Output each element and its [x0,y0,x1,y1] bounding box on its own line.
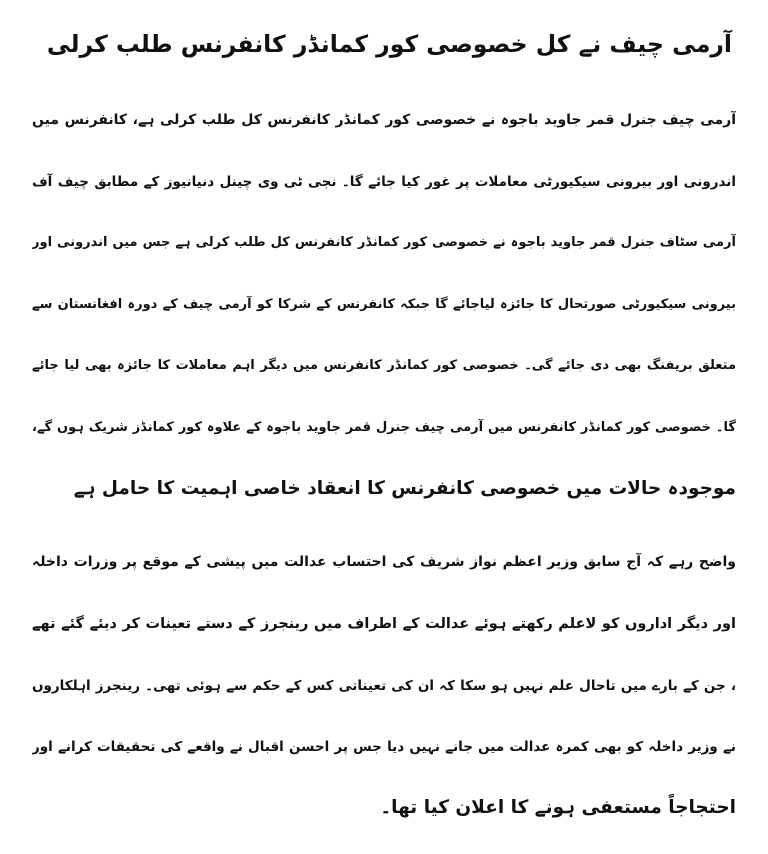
paragraph-line: احتجاجاً مستعفی ہونے کا اعلان کیا تھا۔ [380,797,736,818]
paragraph-line: ، جن کے بارے میں تاحال علم نہیں ہو سکا کہ ان کی تعیناتی کس کے حکم سے ہوئی تھی۔ رینجرز اہلکاروں [32,678,736,694]
paragraph-line: متعلق بریفنگ بھی دی جائے گی۔ خصوصی کور کمانڈر کانفرنس میں دیگر اہم معاملات کا جائزہ بھی لیا جائے [32,358,736,373]
paragraph-line: آرمی سٹاف جنرل قمر جاوید باجوہ نے خصوصی کور کمانڈر کانفرنس کل طلب کرلی ہے جس میں اندرونی اور [32,235,736,250]
paragraph-line: آرمی چیف جنرل قمر جاوید باجوہ نے خصوصی کور کمانڈر کانفرنس کل طلب کرلی ہے، کانفرنس میں [32,112,736,128]
paragraph-line: اور دیگر اداروں کو لاعلم رکھتے ہوئے عدالت کے اطراف میں رینجرز کے دستے تعینات کر دیئے گئے تھے [32,616,736,632]
paragraph-line: اندرونی اور بیرونی سیکیورٹی معاملات پر غور کیا جائے گا۔ نجی ٹی وی چینل دنیانیوز کے مطابق چیف آف [32,174,736,190]
paragraph-line: گا۔ خصوصی کور کمانڈر کانفرنس میں آرمی چیف جنرل قمر جاوید باجوہ کے علاوہ کور کمانڈز شریک ہوں گے، [32,420,736,435]
paragraph-line: واضح رہے کہ آج سابق وزیر اعظم نواز شریف کی احتساب عدالت میں پیشی کے موقع پر وزرات داخلہ [32,554,736,570]
paragraph-line: بیرونی سیکیورٹی صورتحال کا جائزہ لیاجائے گا جبکہ کانفرنس کے شرکا کو آرمی چیف کے دورہ افغانستان سے [32,297,736,312]
headline: آرمی چیف نے کل خصوصی کور کمانڈر کانفرنس طلب کرلی [46,30,732,58]
paragraph-line: موجودہ حالات میں خصوصی کانفرنس کا انعقاد خاصی اہمیت کا حامل ہے [73,478,736,499]
paragraph-line: نے وزیر داخلہ کو بھی کمرہ عدالت میں جانے نہیں دیا جس پر احسن اقبال نے واقعے کی تحقیقات کرانے اور [32,739,736,755]
